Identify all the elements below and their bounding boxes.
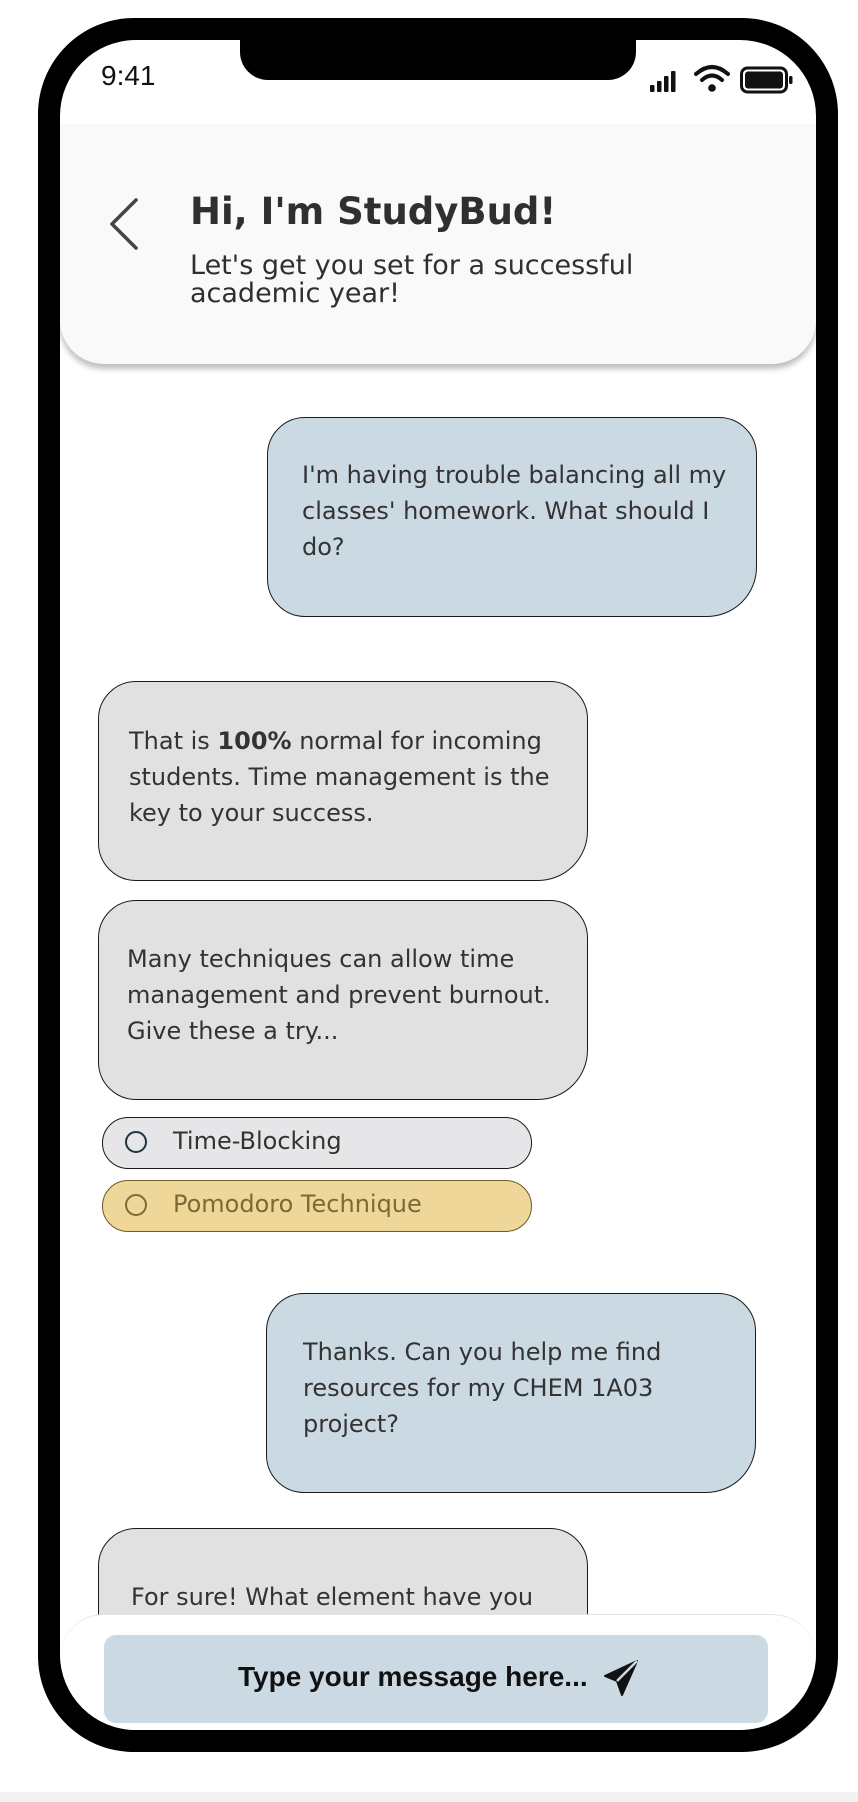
user-message xyxy=(267,417,757,617)
message-text xyxy=(129,723,567,831)
message-text: I'm having trouble balancing all my classes' homework. What should I do? xyxy=(302,461,727,561)
page-title: Hi, I'm StudyBud! xyxy=(190,190,557,233)
message-emphasis: 100% xyxy=(217,727,292,755)
bot-message xyxy=(98,900,588,1100)
page-bottom-strip xyxy=(0,1792,858,1802)
back-button[interactable] xyxy=(100,196,150,256)
status-time: 9:41 xyxy=(101,60,156,91)
send-icon[interactable] xyxy=(603,1659,639,1697)
message-input[interactable] xyxy=(104,1635,768,1723)
composer-bar xyxy=(60,1614,816,1730)
message-text-part: normal for incoming students. Time management is the key to your success. xyxy=(129,727,550,827)
notch xyxy=(240,40,636,80)
message-text-part: That is xyxy=(129,727,218,755)
radio-circle xyxy=(125,1194,147,1216)
radio-circle xyxy=(125,1131,147,1153)
option-label: Time-Blocking xyxy=(173,1127,342,1155)
phone-frame xyxy=(38,18,838,1752)
user-message xyxy=(266,1293,756,1493)
message-text: Thanks. Can you help me find resources for my CHEM 1A03 project? xyxy=(303,1338,662,1438)
option-time-blocking[interactable] xyxy=(102,1117,532,1169)
chat-header xyxy=(60,124,816,364)
page-subtitle: Let's get you set for a successful academic year! xyxy=(190,250,634,309)
message-input-placeholder: Type your message here... xyxy=(238,1661,588,1692)
message-text: For sure! What element have you xyxy=(131,1583,534,1611)
bot-message xyxy=(98,681,588,881)
message-text: Many techniques can allow time management and prevent burnout. Give these a try... xyxy=(127,945,551,1045)
signal-icon xyxy=(650,70,678,92)
phone-screen xyxy=(60,40,816,1730)
chevron-left-icon xyxy=(100,196,150,256)
battery-icon xyxy=(740,66,794,94)
option-pomodoro-technique[interactable] xyxy=(102,1180,532,1232)
wifi-icon xyxy=(694,64,730,94)
option-label: Pomodoro Technique xyxy=(173,1190,422,1218)
